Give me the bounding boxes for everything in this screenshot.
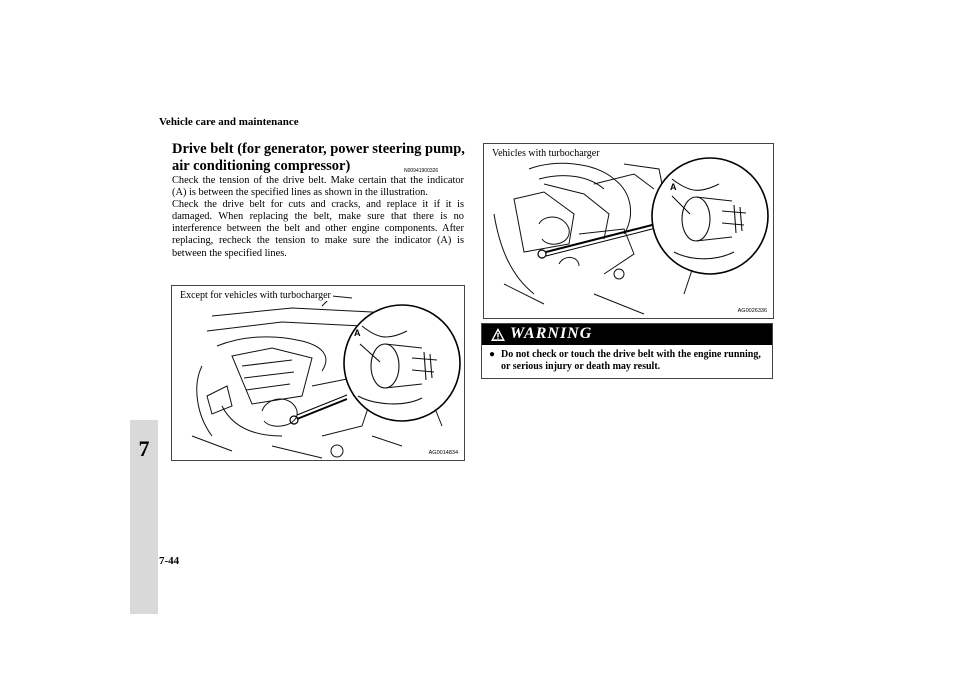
section-title: Drive belt (for generator, power steering pump, air conditioning compressor) bbox=[172, 141, 465, 174]
section-body bbox=[172, 175, 464, 260]
warning-header bbox=[482, 324, 772, 345]
figure-engine-turbo bbox=[483, 143, 774, 319]
callout-a: A bbox=[354, 328, 361, 338]
section-code: N00941900326 bbox=[404, 168, 439, 174]
running-header: Vehicle care and maintenance bbox=[159, 116, 299, 128]
callout-a: A bbox=[670, 182, 677, 192]
body-paragraph: Check the tension of the drive belt. Make certain that the indicator (A) is between the specified lines as shown in the illustration. bbox=[172, 175, 464, 199]
figure-code: AG0014834 bbox=[428, 450, 458, 456]
body-paragraph: Check the drive belt for cuts and cracks, and replace it if it is damaged. When replacing the belt, make sure that there is no interference between the belt and other engine components. After replacing, recheck the tension to make sure the indicator (A) is between the specified lines. bbox=[172, 199, 464, 259]
warning-item bbox=[489, 349, 769, 373]
chapter-tab bbox=[130, 420, 158, 614]
figure-engine-standard bbox=[171, 285, 465, 461]
bullet-icon: ● bbox=[489, 349, 496, 360]
page-number: 7-44 bbox=[159, 555, 180, 567]
warning-text: Do not check or touch the drive belt with the engine running, or serious injury or death may result. bbox=[501, 349, 761, 372]
warning-box bbox=[481, 323, 773, 379]
engine-illustration bbox=[172, 286, 464, 460]
figure-caption: Vehicles with turbocharger bbox=[492, 148, 600, 159]
warning-title: WARNING bbox=[510, 325, 593, 342]
turbo-engine-illustration bbox=[484, 144, 773, 318]
chapter-number: 7 bbox=[138, 436, 150, 461]
figure-caption: Except for vehicles with turbocharger bbox=[180, 290, 331, 301]
figure-code: AG0026336 bbox=[737, 308, 767, 314]
warning-triangle-icon bbox=[490, 327, 506, 342]
